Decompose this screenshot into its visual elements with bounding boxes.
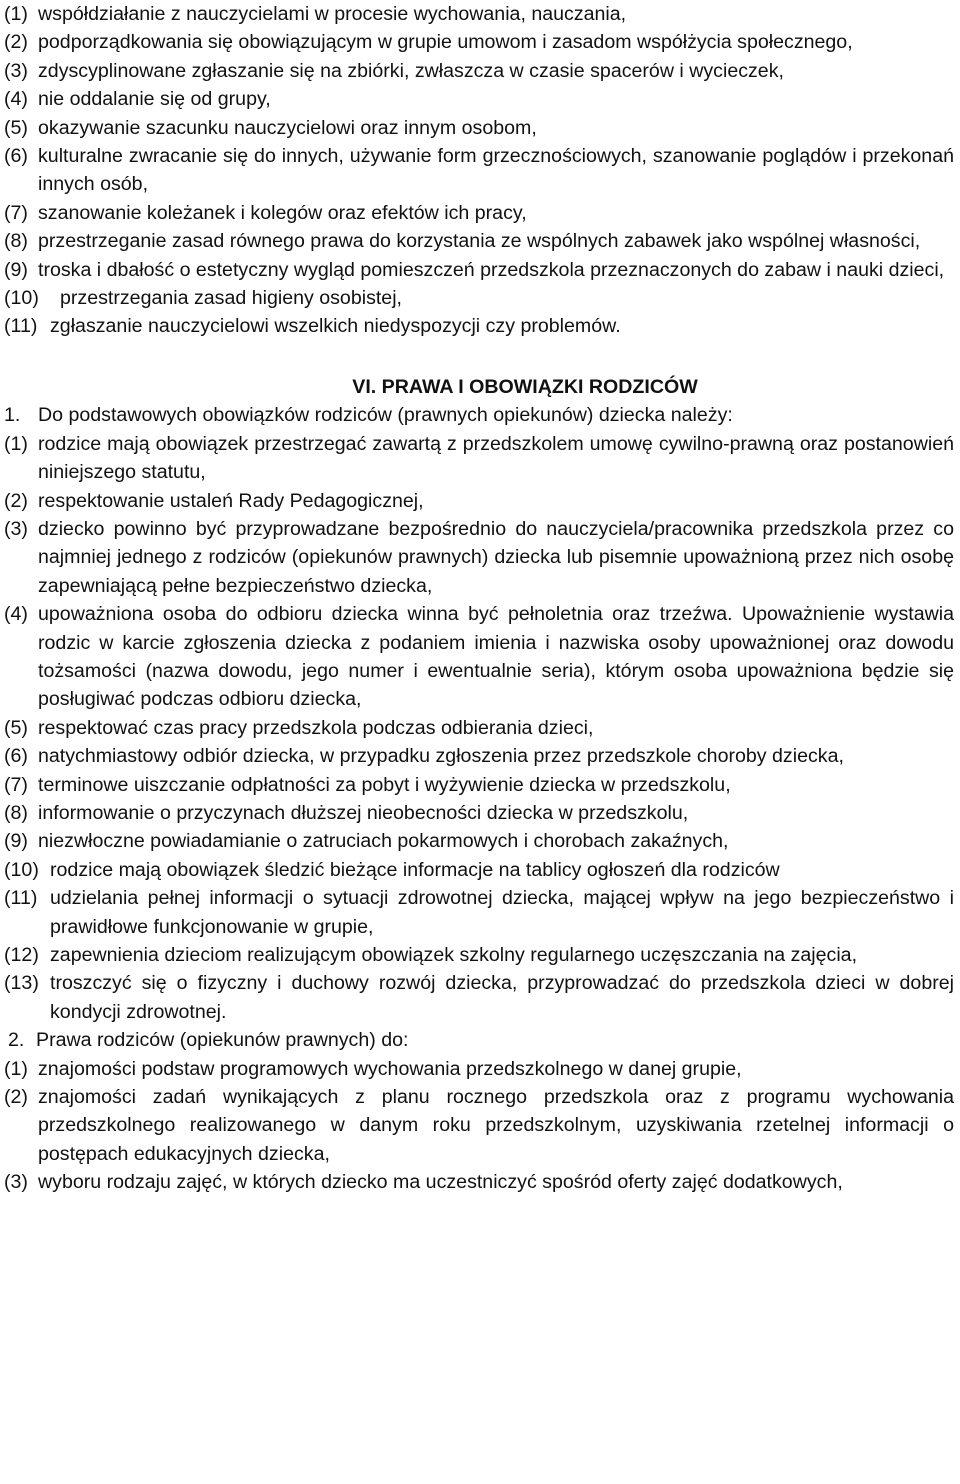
item-text: okazywanie szacunku nauczycielowi oraz innym osobom, [38,116,537,139]
item-number: (2) [4,489,28,512]
item-number: (3) [4,517,28,540]
item-text: znajomości podstaw programowych wychowania przedszkolnego w danej grupie, [38,1057,742,1080]
list-item [4,515,954,600]
list-item [4,227,954,255]
item-text: informowanie o przyczynach dłuższej nieobecności dziecka w przedszkolu, [38,801,689,824]
item-text: respektowanie ustaleń Rady Pedagogicznej, [38,489,424,512]
list-item [4,85,954,113]
item-text: przestrzeganie zasad równego prawa do korzystania ze wspólnych zabawek jako wspólnej własności, [38,230,921,253]
section-heading: VI. PRAWA I OBOWIĄZKI RODZICÓW [352,375,698,398]
item-text: niezwłoczne powiadamianie o zatruciach pokarmowych i chorobach zakaźnych, [38,830,729,853]
list-item [4,856,954,884]
item-number: (11) [4,315,38,338]
list-item [4,742,954,770]
item-text: współdziałanie z nauczycielami w procesie wychowania, nauczania, [38,3,627,25]
item-text: rodzice mają obowiązek przestrzegać zawartą z przedszkolem umowę cywilno-prawną oraz postanowień niniejszego statutu, [38,432,954,484]
item-number: (2) [4,31,28,54]
paragraph-text: Prawa rodziców (opiekunów prawnych) do: [36,1029,409,1052]
item-number: (6) [4,145,28,168]
list-item [4,28,954,56]
list-item [4,1083,954,1168]
item-number: (7) [4,773,28,796]
item-text: upoważniona osoba do odbioru dziecka winna być pełnoletnia oraz trzeźwa. Upoważnienie wystawia rodzic w karcie zgłoszenia dziecka z podaniem imienia i nazwiska osoby upoważnionej oraz dowodu tożsamości (nazwa dowodu, jego numer i ewentualnie seria), którym osoba upoważniona będzie się posługiwać podczas odbioru dziecka, [38,603,954,711]
list-item [4,941,954,969]
item-text: przestrzegania zasad higieny osobistej, [60,287,403,310]
list-item [4,771,954,799]
item-number: (1) [4,3,28,25]
item-number: (5) [4,716,28,739]
item-text: natychmiastowy odbiór dziecka, w przypadku zgłoszenia przez przedszkole choroby dziecka, [38,745,844,768]
item-number: (10) [4,858,39,881]
paragraph-number: 1. [4,404,21,427]
list-item [4,0,954,28]
item-number: (5) [4,116,28,139]
item-number: (10) [4,287,39,310]
list-item [4,969,954,1026]
list-item [4,487,954,515]
list-item [4,1168,954,1196]
list-item [4,600,954,714]
item-number: (2) [4,1086,28,1109]
list-item [4,284,954,312]
item-text: znajomości zadań wynikających z planu rocznego przedszkola oraz z programu wychowania przedszkolnego realizowanego w danym roku przedszkolnym, uzyskiwania rzetelnej informacji o postępach edukacyjnych dziecka, [38,1086,954,1165]
item-text: zdyscyplinowane zgłaszanie się na zbiórki, zwłaszcza w czasie spacerów i wycieczek, [38,59,784,82]
item-text: troska i dbałość o estetyczny wygląd pomieszczeń przedszkola przeznaczonych do zabaw i nauki dzieci, [38,258,945,281]
item-text: szanowanie koleżanek i kolegów oraz efektów ich pracy, [38,201,527,224]
parent-duties-list [4,430,954,1027]
list-item [4,827,954,855]
parent-rights-list [4,1055,954,1197]
paragraph-1 [4,401,954,429]
paragraph-2 [4,1026,954,1054]
paragraph-text: Do podstawowych obowiązków rodziców (prawnych opiekunów) dziecka należy: [38,404,733,427]
item-number: (8) [4,230,28,253]
item-number: (1) [4,1057,28,1080]
item-text: troszczyć się o fizyczny i duchowy rozwój dziecka, przyprowadzać do przedszkola dzieci w dobrej kondycji zdrowotnej. [50,972,954,1023]
item-text: kulturalne zwracanie się do innych, używanie form grzecznościowych, szanowanie poglądów i przekonań innych osób, [38,145,954,196]
item-text: dziecko powinno być przyprowadzane bezpośrednio do nauczyciela/pracownika przedszkola przez co najmniej jednego z rodziców (opiekunów prawnych) dziecka lub pisemnie upoważnioną przez nich osobę zapewniającą pełne bezpieczeństwo dziecka, [38,517,954,597]
list-item [4,714,954,742]
item-number: (8) [4,801,28,824]
pupil-duties-list [4,0,954,341]
list-item [4,430,954,487]
list-item [4,142,954,199]
list-item [4,114,954,142]
item-number: (4) [4,88,28,111]
item-text: zgłaszanie nauczycielowi wszelkich niedyspozycji czy problemów. [50,315,621,338]
item-text: podporządkowania się obowiązującym w grupie umowom i zasadom współżycia społecznego, [38,31,853,54]
item-text: nie oddalanie się od grupy, [38,88,271,111]
list-item [4,1055,954,1083]
item-number: (3) [4,1171,28,1194]
item-text: rodzice mają obowiązek śledzić bieżące informacje na tablicy ogłoszeń dla rodziców [50,858,780,881]
list-item [4,57,954,85]
item-number: (9) [4,258,28,281]
item-number: (4) [4,603,28,626]
spacer [4,341,954,373]
item-text: wyboru rodzaju zajęć, w których dziecko ma uczestniczyć spośród oferty zajęć dodatkowych, [38,1171,843,1194]
item-number: (9) [4,830,28,853]
item-text: terminowe uiszczanie odpłatności za pobyt i wyżywienie dziecka w przedszkolu, [38,773,731,796]
item-text: zapewnienia dzieciom realizującym obowiązek szkolny regularnego uczęszczania na zajęcia, [50,944,858,966]
list-item [4,799,954,827]
paragraph-number: 2. [8,1029,25,1052]
item-number: (7) [4,201,28,224]
item-number: (11) [4,887,38,910]
list-item [4,199,954,227]
item-text: udzielania pełnej informacji o sytuacji zdrowotnej dziecka, mającej wpływ na jego bezpieczeństwo i prawidłowe funkcjonowanie w grupie, [50,887,954,938]
item-text: respektować czas pracy przedszkola podczas odbierania dzieci, [38,716,594,739]
list-item [4,884,954,941]
list-item [4,256,954,284]
item-number: (3) [4,59,28,82]
item-number: (1) [4,432,28,455]
item-number: (13) [4,972,39,995]
item-number: (12) [4,944,39,966]
item-number: (6) [4,745,28,768]
list-item [4,312,954,340]
